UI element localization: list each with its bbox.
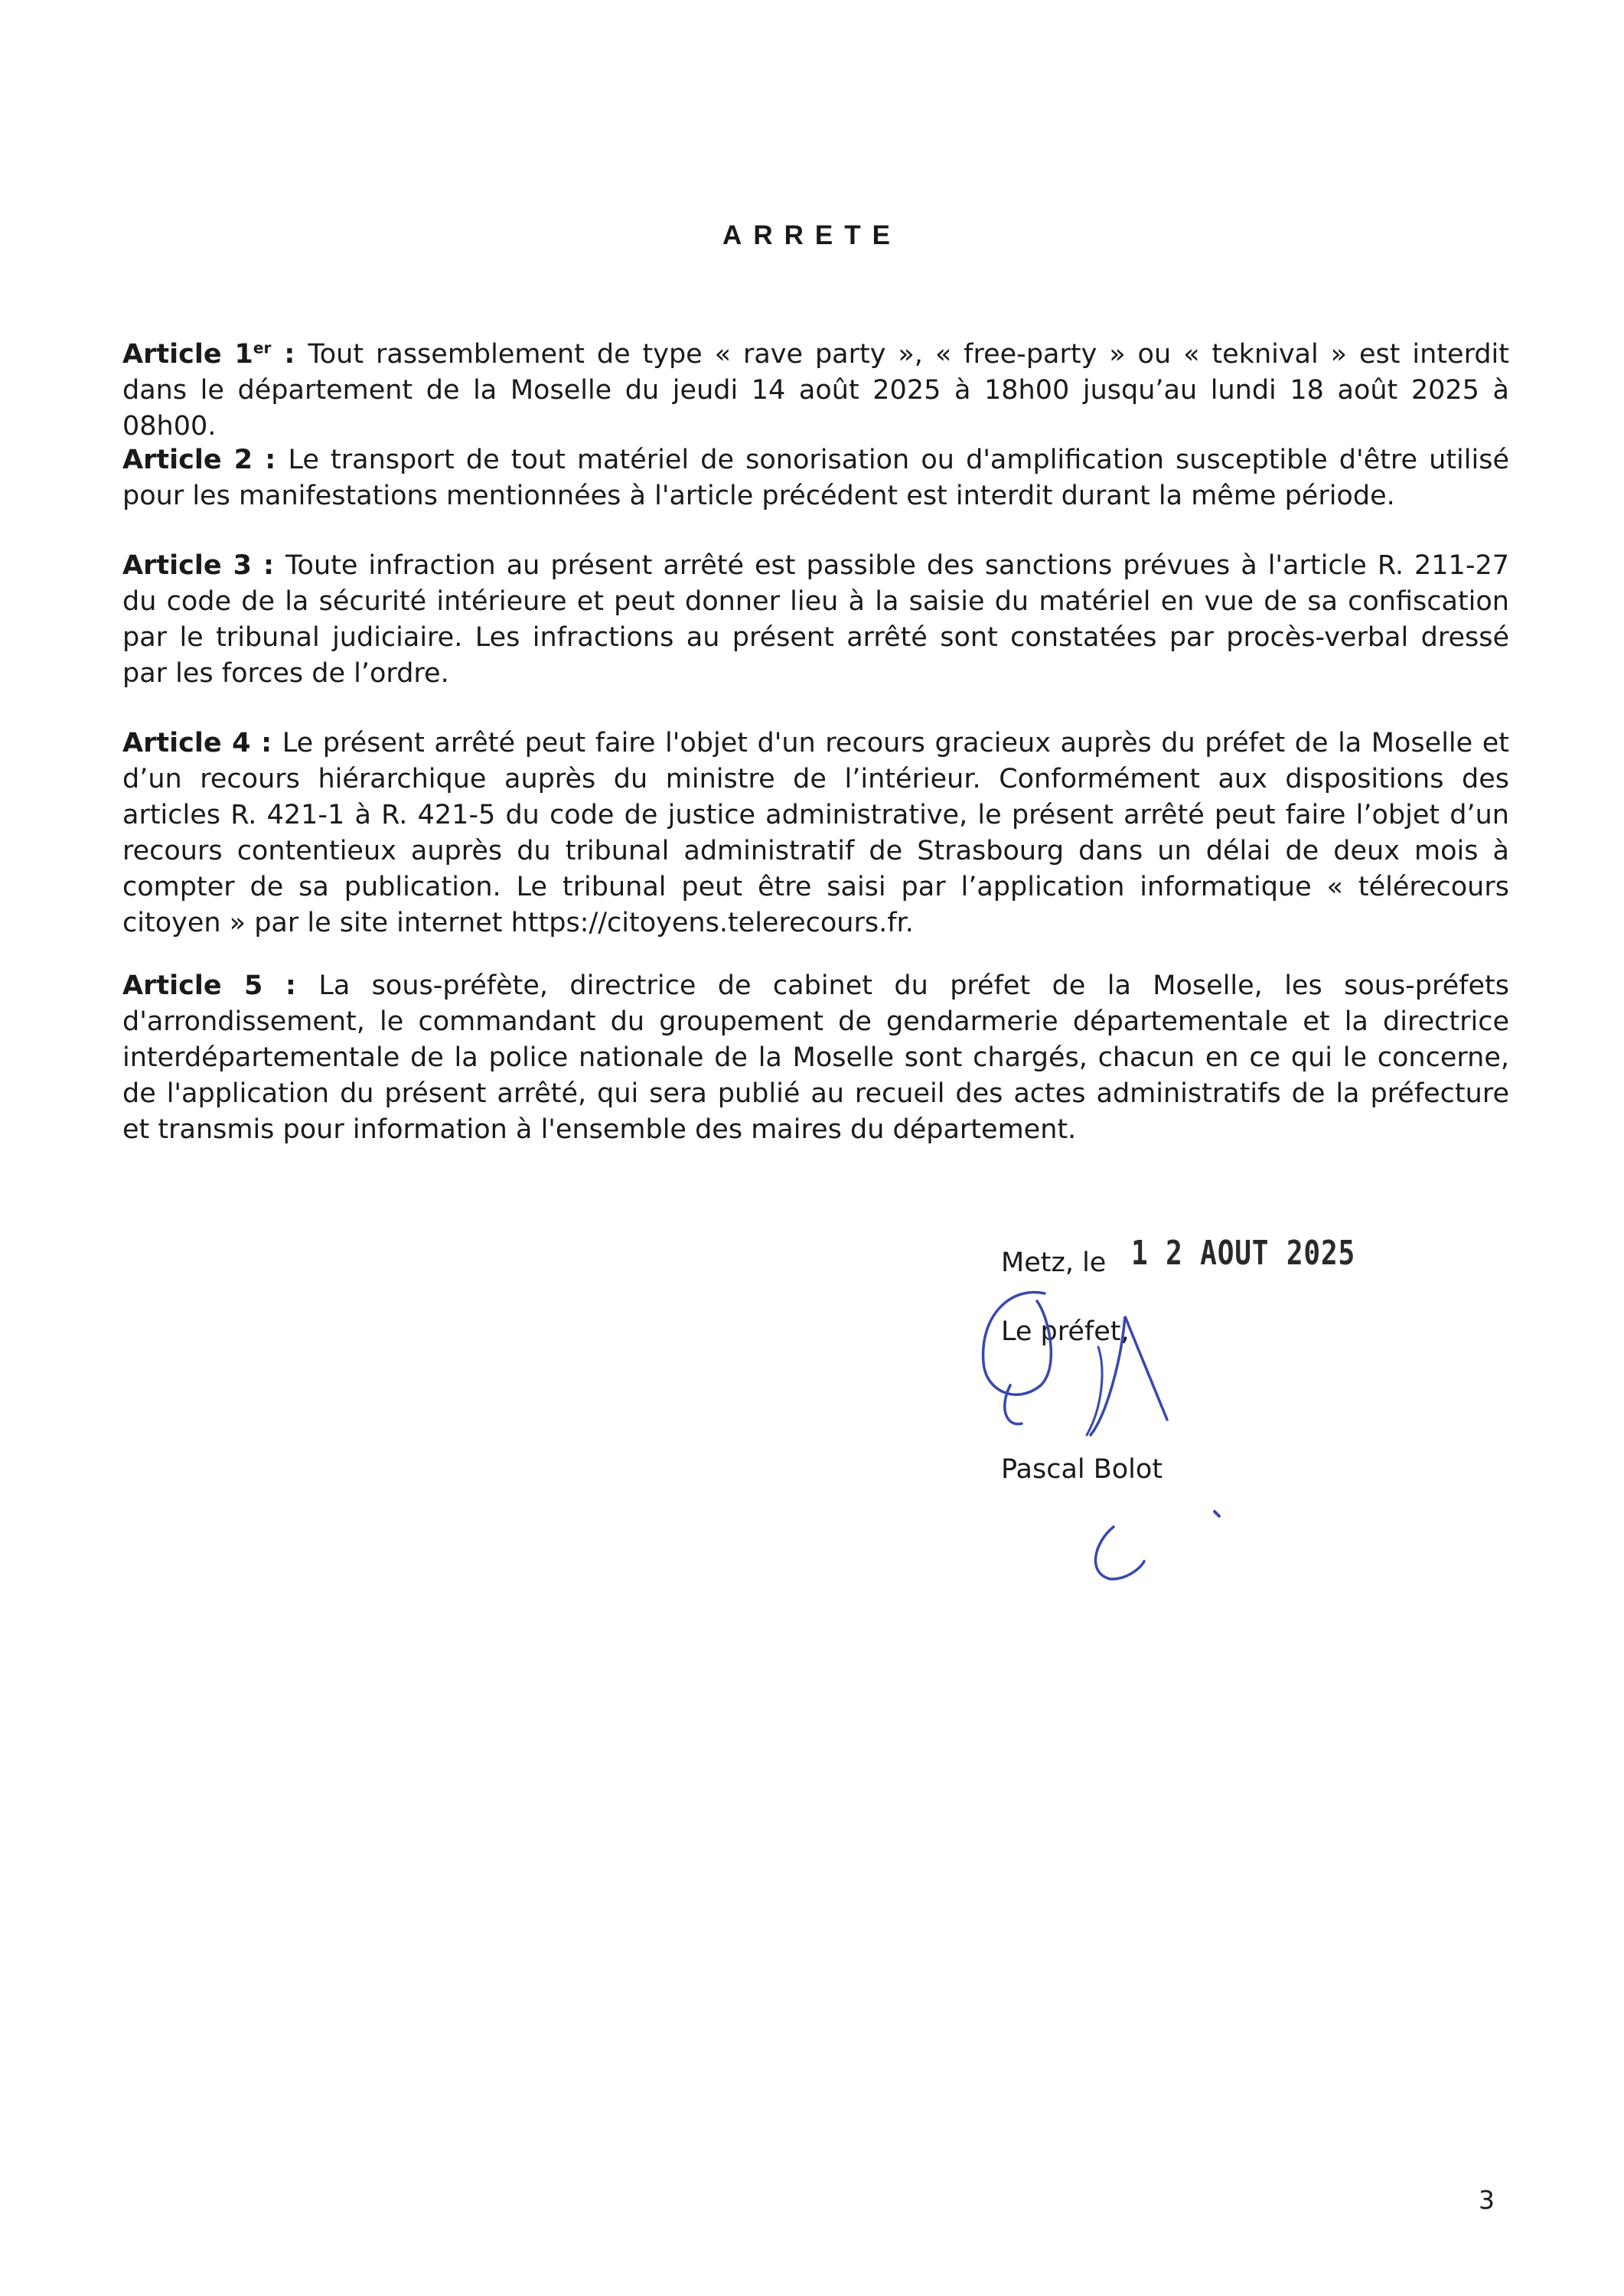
article-label: Article 2 : bbox=[122, 445, 289, 475]
article-3 bbox=[122, 548, 1509, 692]
handwritten-initial bbox=[1068, 1489, 1236, 1596]
article-text: Toute infraction au présent arrêté est passible des sanctions prévues à l'article R. 211-27 du code de la sécurité intérieure et peut donner lieu à la saisie du matériel en vue de sa confiscation par le tribunal judiciaire. Les infractions au présent arrêté sont constatées par procès-verbal dressé par les forces de l’ordre. bbox=[122, 550, 1509, 689]
document-title: ARRETE bbox=[722, 220, 902, 250]
signature-place: Metz, le bbox=[1001, 1247, 1107, 1278]
article-text: Tout rassemblement de type « rave party », « free-party » ou « teknival » est interdit dans le département de la Moselle du jeudi 14 août 2025 à 18h00 jusqu’au lundi 18 août 2025 à 08h00. bbox=[122, 339, 1510, 442]
article-label: Article 4 : bbox=[122, 728, 282, 758]
article-label: Article 1er : bbox=[122, 338, 308, 370]
article-4 bbox=[122, 726, 1509, 941]
page-number: 3 bbox=[1479, 2185, 1495, 2215]
article-label: Article 3 : bbox=[122, 550, 286, 581]
signatory-name: Pascal Bolot bbox=[1001, 1454, 1163, 1485]
article-label: Article 5 : bbox=[122, 970, 319, 1001]
article-2 bbox=[122, 442, 1509, 514]
article-5 bbox=[122, 968, 1509, 1148]
handwritten-signature bbox=[964, 1270, 1179, 1454]
signatory-role: Le préfet, bbox=[1001, 1316, 1130, 1347]
article-text: Le transport de tout matériel de sonorisation ou d'amplification susceptible d'être utilisé pour les manifestations mentionnées à l'article précédent est interdit durant la même période. bbox=[122, 445, 1509, 511]
date-stamp: 1 2 AOUT 2025 bbox=[1131, 1234, 1356, 1273]
article-1 bbox=[122, 337, 1509, 445]
article-text: Le présent arrêté peut faire l'objet d'un recours gracieux auprès du préfet de la Moselle et d’un recours hiérarchique auprès du ministre de l’intérieur. Conformément aux dispositions des articles R. 421-1 à R. 421-5 du code de justice administrative, le présent arrêté peut faire l’objet d’un recours contentieux auprès du tribunal administratif de Strasbourg dans un délai de deux mois à compter de sa publication. Le tribunal peut être saisi par l’application informatique « télérecours citoyen » par le site internet https://citoyens.telerecours.fr. bbox=[122, 728, 1509, 938]
article-text: La sous-préfète, directrice de cabinet du préfet de la Moselle, les sous-préfets d'arrondissement, le commandant du groupement de gendarmerie départementale et la directrice interdépartementale de la police nationale de la Moselle sont chargés, chacun en ce qui le concerne, de l'application du présent arrêté, qui sera publié au recueil des actes administratifs de la préfecture et transmis pour information à l'ensemble des maires du département. bbox=[122, 970, 1509, 1145]
